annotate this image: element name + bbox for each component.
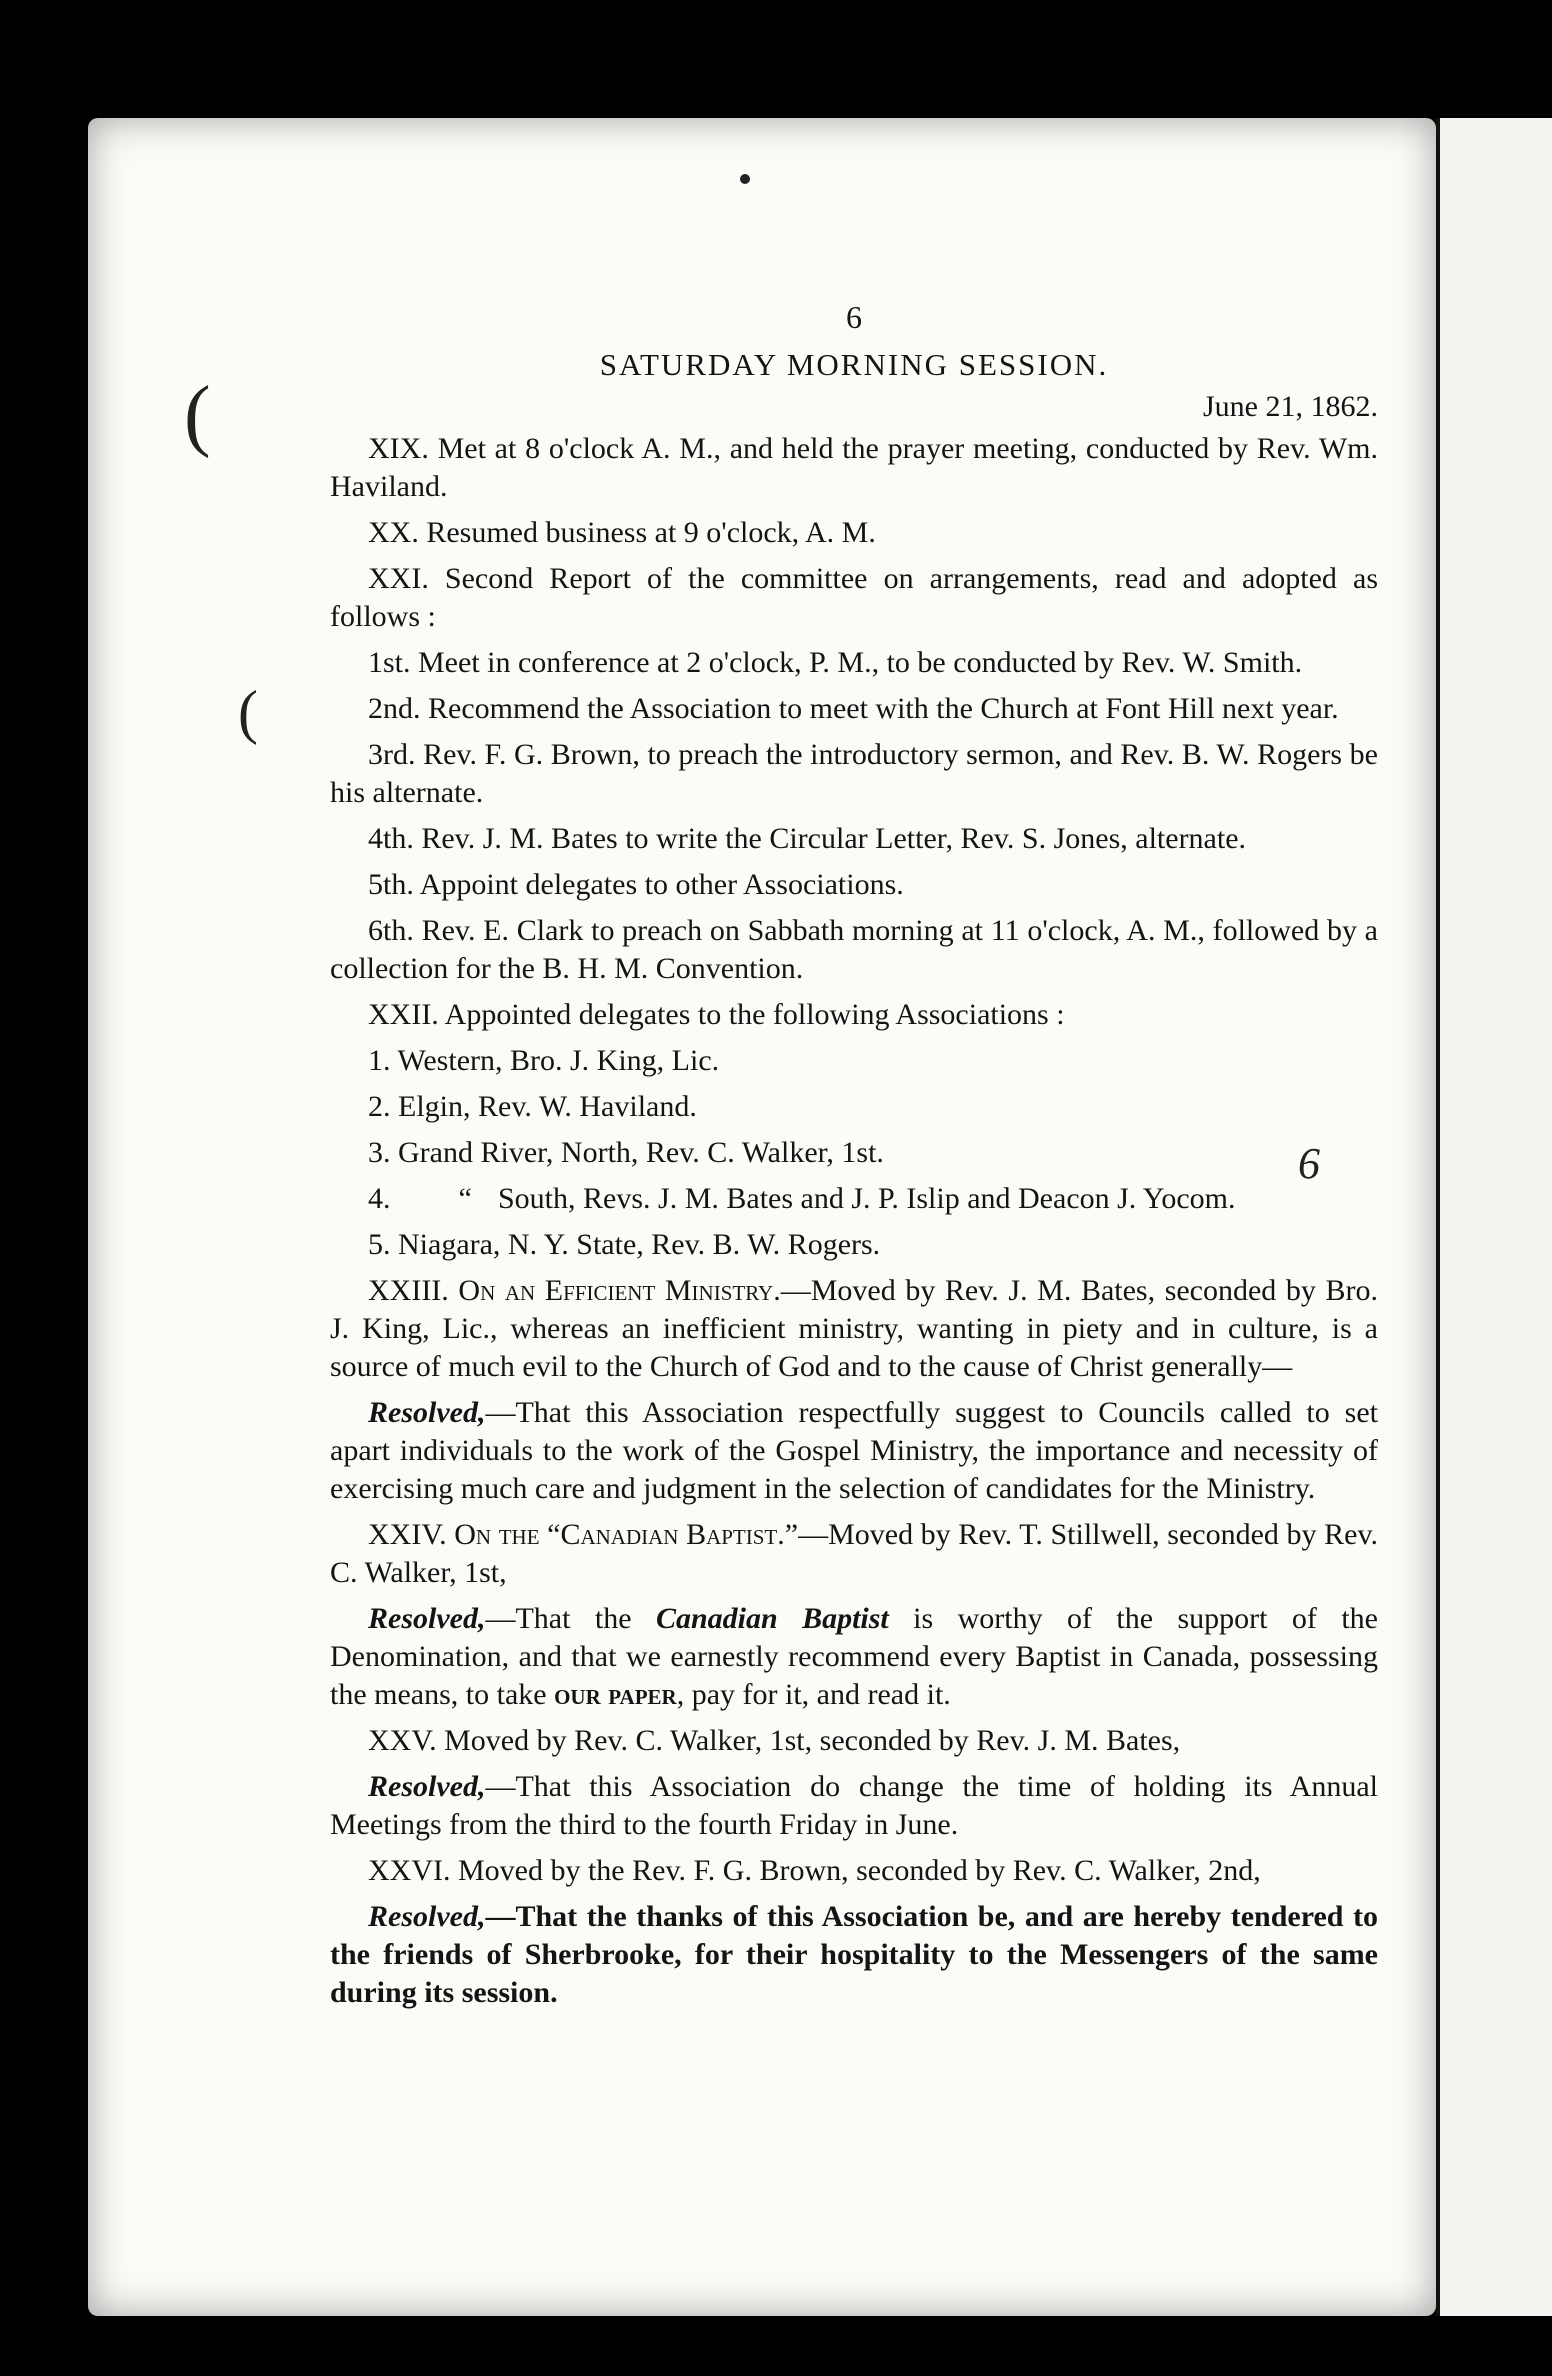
delegate-4-text: South, Revs. J. M. Bates and J. P. Islip and Deacon J. Yocom. xyxy=(498,1182,1236,1215)
arrangement-4: 4th. Rev. J. M. Bates to write the Circular Letter, Rev. S. Jones, alternate. xyxy=(368,822,1247,855)
minute-xxiv-body: —Moved by Rev. T. Stillwell, seconded by Rev. C. Walker, 1st, xyxy=(330,1518,1379,1589)
margin-mark: ( xyxy=(184,371,211,459)
arrangement-3: 3rd. Rev. F. G. Brown, to preach the introductory sermon, and Rev. B. W. Rogers be his alternate. xyxy=(330,738,1378,809)
resolved-label: Resolved, xyxy=(368,1770,486,1803)
resolved-label: Resolved, xyxy=(368,1900,486,1933)
resolution-xxvi xyxy=(330,1898,1378,2012)
delegate-4 xyxy=(330,1180,1378,1218)
our-paper: our paper xyxy=(554,1678,677,1711)
minute-xxii: XXII. Appointed delegates to the following Associations : xyxy=(368,998,1065,1031)
delegate-2: 2. Elgin, Rev. W. Haviland. xyxy=(368,1090,697,1123)
minute-xxiii-number: XXIII. xyxy=(368,1274,449,1307)
margin-mark: ( xyxy=(238,679,258,745)
margin-mark: 6 xyxy=(1298,1139,1320,1188)
resolution-xxvi-text: —That the thanks of this Association be, and are hereby tendered to the friends of Sherbrooke, for their hospitality to the Messengers of the same during its session. xyxy=(330,1900,1378,2009)
resolved-label: Resolved, xyxy=(368,1396,486,1429)
resolution-xxiv-text-c: , pay for it, and read it. xyxy=(676,1678,951,1711)
paper-name: Canadian Baptist xyxy=(655,1602,889,1635)
resolution-xxiv xyxy=(330,1600,1378,1714)
minute-xix: XIX. Met at 8 o'clock A. M., and held the prayer meeting, conducted by Rev. Wm. Haviland. xyxy=(330,432,1378,503)
minute-xxi: XXI. Second Report of the committee on arrangements, read and adopted as follows : xyxy=(330,562,1378,633)
minute-xxiv-number: XXIV. xyxy=(368,1518,447,1551)
minute-xxiii xyxy=(330,1272,1378,1386)
minute-xxiii-body: —Moved by Rev. J. M. Bates, seconded by Bro. J. King, Lic., whereas an inefficient ministry, wanting in piety and in culture, is a source of much evil to the Church of God and to the cause of Christ generally— xyxy=(330,1274,1379,1383)
session-heading: SATURDAY MORNING SESSION. xyxy=(599,347,1109,382)
minute-xxiv-title: On the “Canadian Baptist.” xyxy=(454,1518,799,1551)
arrangement-6: 6th. Rev. E. Clark to preach on Sabbath morning at 11 o'clock, A. M., followed by a collection for the B. H. M. Convention. xyxy=(330,914,1378,985)
resolution-xxiv-text-a: —That the xyxy=(485,1602,656,1635)
resolution-xxv xyxy=(330,1768,1378,1844)
delegate-4-number: 4. xyxy=(368,1182,391,1215)
minute-xxvi: XXVI. Moved by the Rev. F. G. Brown, seconded by Rev. C. Walker, 2nd, xyxy=(368,1854,1261,1887)
paper-sheet xyxy=(88,118,1436,2316)
document-text xyxy=(330,298,1378,2020)
minute-xxv: XXV. Moved by Rev. C. Walker, 1st, seconded by Rev. J. M. Bates, xyxy=(368,1724,1181,1757)
page-number: 6 xyxy=(846,299,862,335)
ditto-mark: “ xyxy=(458,1182,472,1215)
arrangement-5: 5th. Appoint delegates to other Associations. xyxy=(368,868,904,901)
resolved-label: Resolved, xyxy=(368,1602,486,1635)
adjacent-page-edge xyxy=(1436,118,1552,2316)
resolution-xxiii-text: —That this Association respectfully suggest to Councils called to set apart individuals to the work of the Gospel Ministry, the importance and necessity of exercising much care and judgment in the selection of candidates for the Ministry. xyxy=(330,1396,1378,1505)
session-date: June 21, 1862. xyxy=(1203,390,1378,423)
minute-xxiii-title: On an Efficient Ministry. xyxy=(458,1274,781,1307)
minute-xxiv xyxy=(330,1516,1378,1592)
delegate-3: 3. Grand River, North, Rev. C. Walker, 1st. xyxy=(368,1136,884,1169)
minute-xx: XX. Resumed business at 9 o'clock, A. M. xyxy=(368,516,876,549)
resolution-xxv-text: —That this Association do change the time of holding its Annual Meetings from the third to the fourth Friday in June. xyxy=(330,1770,1378,1841)
arrangement-1: 1st. Meet in conference at 2 o'clock, P. M., to be conducted by Rev. W. Smith. xyxy=(368,646,1303,679)
arrangement-2: 2nd. Recommend the Association to meet with the Church at Font Hill next year. xyxy=(368,692,1339,725)
resolution-xxiv-text-b: is worthy of the support of the Denomination, and that we earnestly recommend every Baptist in Canada, possessing the means, to take xyxy=(330,1602,1378,1711)
delegate-1: 1. Western, Bro. J. King, Lic. xyxy=(368,1044,720,1077)
resolution-xxiii xyxy=(330,1394,1378,1508)
delegate-5: 5. Niagara, N. Y. State, Rev. B. W. Rogers. xyxy=(368,1228,881,1261)
ink-speck xyxy=(740,174,750,184)
